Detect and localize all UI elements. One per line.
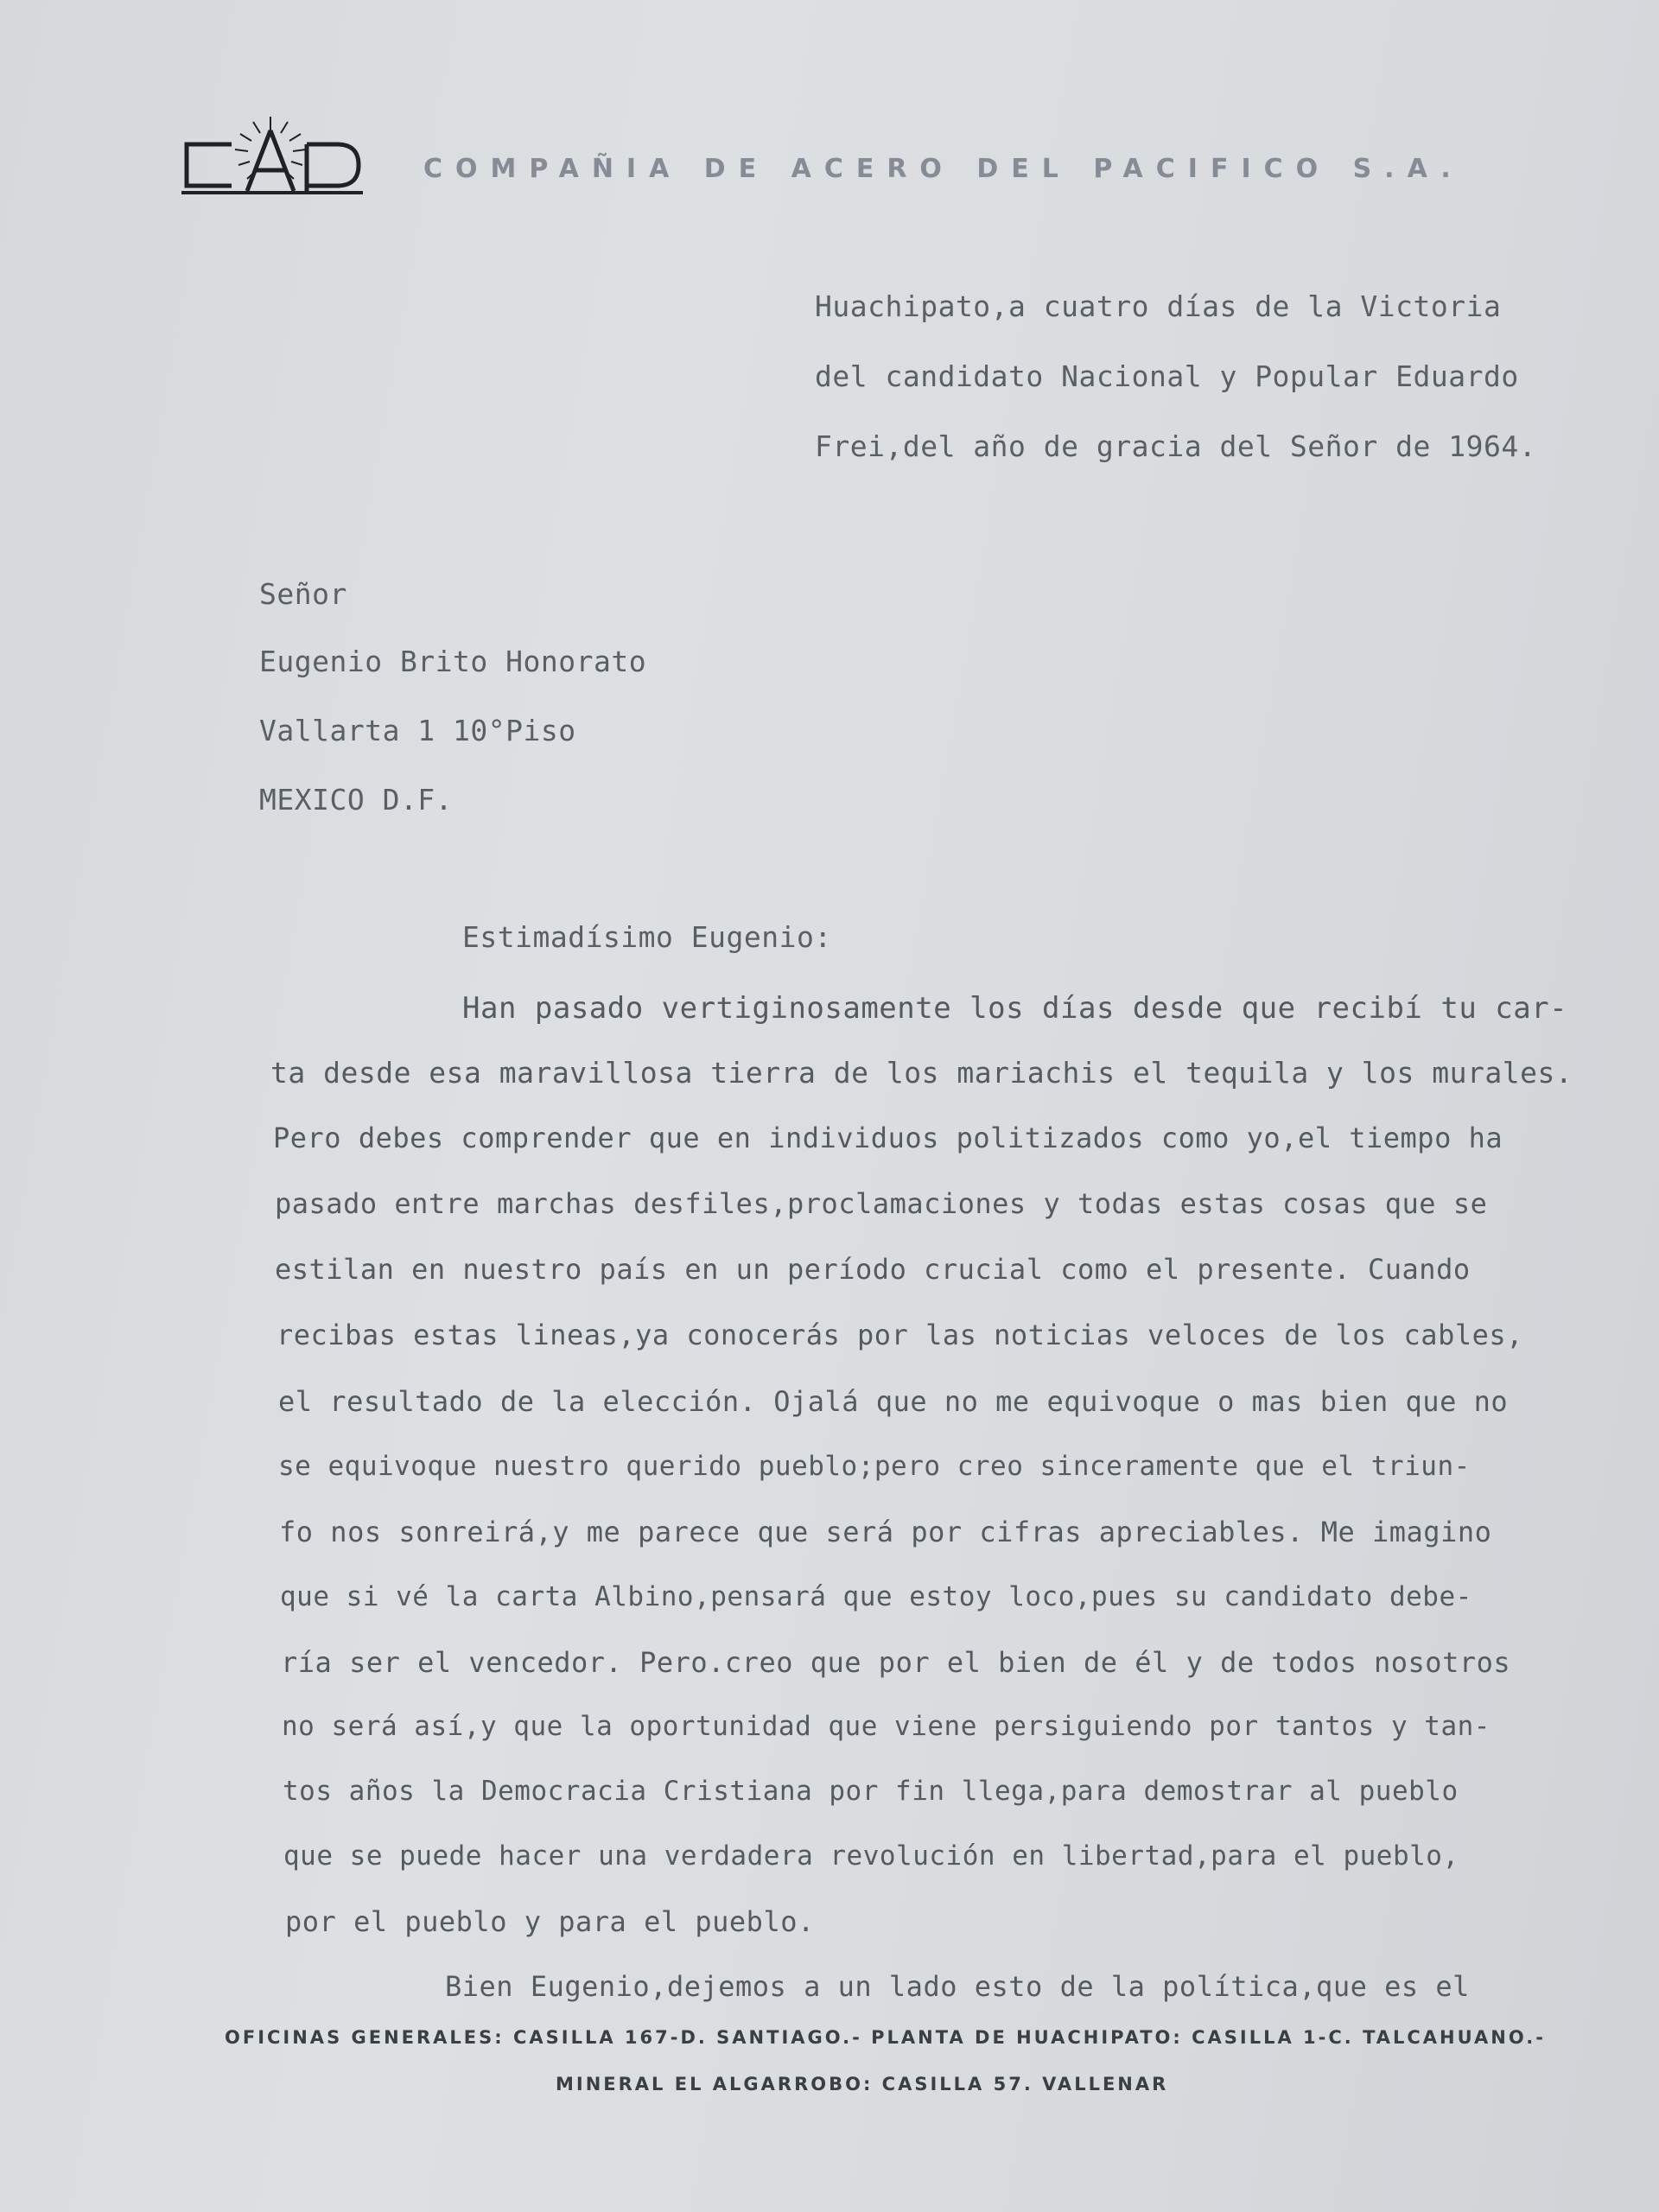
address-line: Eugenio Brito Honorato: [259, 645, 647, 678]
cap-logo: [181, 108, 363, 203]
footer-address-line: OFICINAS GENERALES: CASILLA 167-D. SANTIAGO.- PLANTA DE HUACHIPATO: CASILLA 1-C. TALCAHUANO.-: [225, 2027, 1546, 2048]
address-line: MEXICO D.F.: [259, 783, 454, 817]
body-line: estilan en nuestro país en un período crucial como el presente. Cuando: [275, 1253, 1471, 1286]
body-line: que se puede hacer una verdadera revolución en libertad,para el pueblo,: [283, 1840, 1459, 1872]
date-line: del candidato Nacional y Popular Eduardo: [815, 359, 1519, 393]
body-line: Bien Eugenio,dejemos a un lado esto de la política,que es el: [445, 1970, 1470, 2003]
body-line: se equivoque nuestro querido pueblo;pero creo sinceramente que el triun-: [278, 1451, 1471, 1482]
address-line: Vallarta 1 10°Piso: [259, 714, 576, 747]
body-line: pasado entre marchas desfiles,proclamaciones y todas estas cosas que se: [275, 1187, 1488, 1220]
salutation: Estimadísimo Eugenio:: [462, 920, 832, 954]
body-line: recibas estas lineas,ya conocerás por las noticias veloces de los cables,: [276, 1319, 1523, 1351]
body-line: fo nos sonreirá,y me parece que será por cifras apreciables. Me imagino: [279, 1516, 1492, 1548]
body-line: Pero debes comprender que en individuos politizados como yo,el tiempo ha: [273, 1122, 1503, 1154]
body-line: no será así,y que la oportunidad que viene persiguiendo por tantos y tan-: [282, 1711, 1491, 1742]
date-line: Frei,del año de gracia del Señor de 1964.: [815, 429, 1537, 463]
company-name: COMPAÑIA DE ACERO DEL PACIFICO S.A.: [423, 154, 1464, 184]
body-line: ría ser el vencedor. Pero.creo que por el bien de él y de todos nosotros: [281, 1646, 1511, 1679]
body-line: por el pueblo y para el pueblo.: [285, 1905, 815, 1938]
date-line: Huachipato,a cuatro días de la Victoria: [815, 289, 1502, 323]
body-line: tos años la Democracia Cristiana por fin llega,para demostrar al pueblo: [283, 1776, 1459, 1807]
footer-address-line: MINERAL EL ALGARROBO: CASILLA 57. VALLENAR: [556, 2074, 1169, 2094]
body-line: ta desde esa maravillosa tierra de los mariachis el tequila y los murales.: [270, 1056, 1573, 1090]
address-line: Señor: [259, 577, 347, 611]
body-line: que si vé la carta Albino,pensará que estoy loco,pues su candidato debe-: [280, 1581, 1472, 1612]
body-line: Han pasado vertiginosamente los días desde que recibí tu car-: [462, 991, 1568, 1026]
body-line: el resultado de la elección. Ojalá que no me equivoque o mas bien que no: [278, 1385, 1509, 1418]
